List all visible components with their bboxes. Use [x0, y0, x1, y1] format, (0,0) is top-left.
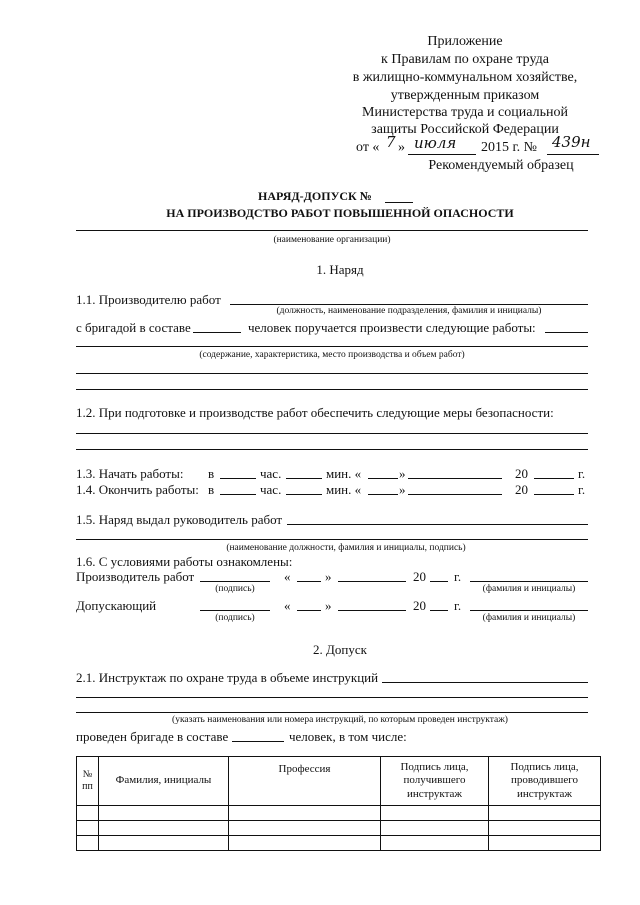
briefing-table — [76, 756, 601, 851]
briefing-brigade-suffix: человек, в том числе: — [289, 729, 407, 744]
field-end-month[interactable] — [408, 494, 502, 495]
word-year: г. — [454, 569, 462, 584]
caption-1-5: (наименование должности, фамилия и инициалы, подпись) — [226, 543, 466, 553]
table-row — [77, 806, 601, 821]
field-end-min[interactable] — [286, 494, 322, 495]
table-cell[interactable] — [99, 806, 229, 821]
field-producer[interactable] — [230, 304, 588, 305]
field-instructions-line-2[interactable] — [76, 697, 588, 698]
order-number: 439н — [552, 133, 591, 151]
word-min: мин. « — [326, 482, 362, 497]
word-year: г. — [578, 482, 586, 497]
word-v: в — [208, 466, 215, 481]
table-cell[interactable] — [229, 836, 381, 851]
col-profession: Профессия — [229, 757, 381, 806]
field-works-start[interactable] — [545, 332, 588, 333]
field-works-line-3[interactable] — [76, 389, 588, 390]
item-1-4: 1.4. Окончить работы: — [76, 482, 199, 497]
order-date-year: 2015 г. № — [481, 140, 538, 155]
table-cell[interactable] — [77, 836, 99, 851]
word-year: г. — [578, 466, 586, 481]
field-producer-name[interactable] — [470, 581, 588, 582]
word-20: 20 — [515, 482, 528, 497]
caption-signature: (подпись) — [215, 584, 255, 594]
field-admitter-day[interactable] — [297, 610, 321, 611]
field-admitter-signature[interactable] — [200, 610, 270, 611]
recommended-sample: Рекомендуемый образец — [428, 158, 574, 173]
table-cell[interactable] — [229, 806, 381, 821]
field-works-description[interactable] — [76, 346, 588, 347]
table-cell[interactable] — [381, 821, 489, 836]
quote-close: » — [325, 569, 332, 584]
item-1-2: 1.2. При подготовке и производстве работ обеспечить следующие меры безопасности: — [76, 405, 554, 420]
permit-title: НАРЯД-ДОПУСК № — [258, 189, 372, 203]
appendix-line-4: утвержденным приказом — [390, 88, 540, 103]
table-cell[interactable] — [77, 806, 99, 821]
col-number: № пп — [77, 757, 99, 806]
quote-open: « — [284, 569, 291, 584]
word-close: » — [399, 466, 406, 481]
producer-label: Производитель работ — [76, 569, 195, 584]
item-1-3: 1.3. Начать работы: — [76, 466, 184, 481]
field-start-day[interactable] — [368, 478, 398, 479]
caption-name: (фамилия и инициалы) — [482, 584, 576, 594]
field-producer-signature[interactable] — [200, 581, 270, 582]
col-instructor-signature: Подпись лица, проводившего инструктаж — [489, 757, 601, 806]
word-20: 20 — [515, 466, 528, 481]
field-start-min[interactable] — [286, 478, 322, 479]
word-hour: час. — [260, 482, 282, 497]
field-producer-day[interactable] — [297, 581, 321, 582]
appendix-line-1: Приложение — [427, 34, 503, 49]
field-end-hour[interactable] — [220, 494, 256, 495]
field-issuer-line-2[interactable] — [76, 539, 588, 540]
field-issuer[interactable] — [287, 524, 588, 525]
item-1-1: 1.1. Производителю работ — [76, 292, 221, 307]
field-safety-2[interactable] — [76, 449, 588, 450]
col-recipient-signature: Подпись лица, получившего инструктаж — [381, 757, 489, 806]
organization-caption: (наименование организации) — [273, 235, 391, 245]
quote-open: « — [284, 598, 291, 613]
order-date-prefix: от « — [356, 140, 380, 155]
field-brigade-size[interactable] — [193, 332, 241, 333]
item-2-1: 2.1. Инструктаж по охране труда в объеме инструкций — [76, 670, 379, 685]
word-close: » — [399, 482, 406, 497]
order-date-month: июля — [414, 134, 457, 152]
table-row — [77, 836, 601, 851]
quote-close: » — [325, 598, 332, 613]
briefing-brigade-label: проведен бригаде в составе — [76, 729, 229, 744]
appendix-line-2: к Правилам по охране труда — [381, 52, 549, 67]
table-cell[interactable] — [381, 806, 489, 821]
word-v: в — [208, 482, 215, 497]
col-name: Фамилия, инициалы — [99, 757, 229, 806]
brigade-label: с бригадой в составе — [76, 320, 191, 335]
section-2-heading: 2. Допуск — [313, 642, 367, 657]
table-cell[interactable] — [99, 821, 229, 836]
caption-name: (фамилия и инициалы) — [482, 613, 576, 623]
field-works-line-2[interactable] — [76, 373, 588, 374]
works-caption: (содержание, характеристика, место производства и объем работ) — [199, 350, 465, 360]
word-year: г. — [454, 598, 462, 613]
appendix-line-5: Министерства труда и социальной — [362, 105, 568, 120]
appendix-line-6: защиты Российской Федерации — [371, 122, 559, 137]
field-end-day[interactable] — [368, 494, 398, 495]
word-min: мин. « — [326, 466, 362, 481]
field-safety-1[interactable] — [76, 433, 588, 434]
field-start-month[interactable] — [408, 478, 502, 479]
caption-2-1: (указать наименования или номера инструкций, по которым проведен инструктаж) — [172, 715, 508, 725]
table-cell[interactable] — [99, 836, 229, 851]
brigade-task-label: человек поручается произвести следующие работы: — [248, 320, 536, 335]
field-admitter-year[interactable] — [430, 610, 448, 611]
word-20: 20 — [413, 598, 426, 613]
table-cell[interactable] — [489, 821, 601, 836]
admitter-label: Допускающий — [76, 598, 157, 613]
table-cell[interactable] — [77, 821, 99, 836]
field-instructions-line-3[interactable] — [76, 712, 588, 713]
table-cell[interactable] — [229, 821, 381, 836]
field-producer-month[interactable] — [338, 581, 406, 582]
caption-signature: (подпись) — [215, 613, 255, 623]
word-hour: час. — [260, 466, 282, 481]
caption-1-1: (должность, наименование подразделения, фамилия и инициалы) — [276, 306, 542, 316]
order-date-day: 7 — [386, 133, 396, 151]
table-header-row — [77, 757, 601, 806]
field-end-year[interactable] — [534, 494, 574, 495]
item-1-5: 1.5. Наряд выдал руководитель работ — [76, 512, 283, 527]
field-admitter-name[interactable] — [470, 610, 588, 611]
field-producer-year[interactable] — [430, 581, 448, 582]
field-start-hour[interactable] — [220, 478, 256, 479]
field-admitter-month[interactable] — [338, 610, 406, 611]
permit-subtitle: НА ПРОИЗВОДСТВО РАБОТ ПОВЫШЕННОЙ ОПАСНОСТИ — [166, 206, 514, 220]
table-row — [77, 821, 601, 836]
table-cell[interactable] — [489, 836, 601, 851]
field-instructions[interactable] — [382, 682, 588, 683]
section-1-heading: 1. Наряд — [316, 262, 364, 277]
field-briefing-count[interactable] — [232, 741, 284, 742]
table-cell[interactable] — [381, 836, 489, 851]
item-1-6: 1.6. С условиями работы ознакомлены: — [76, 554, 293, 569]
appendix-line-3: в жилищно-коммунальном хозяйстве, — [352, 70, 578, 85]
field-start-year[interactable] — [534, 478, 574, 479]
order-date-mid: » — [398, 140, 405, 155]
word-20: 20 — [413, 569, 426, 584]
table-cell[interactable] — [489, 806, 601, 821]
